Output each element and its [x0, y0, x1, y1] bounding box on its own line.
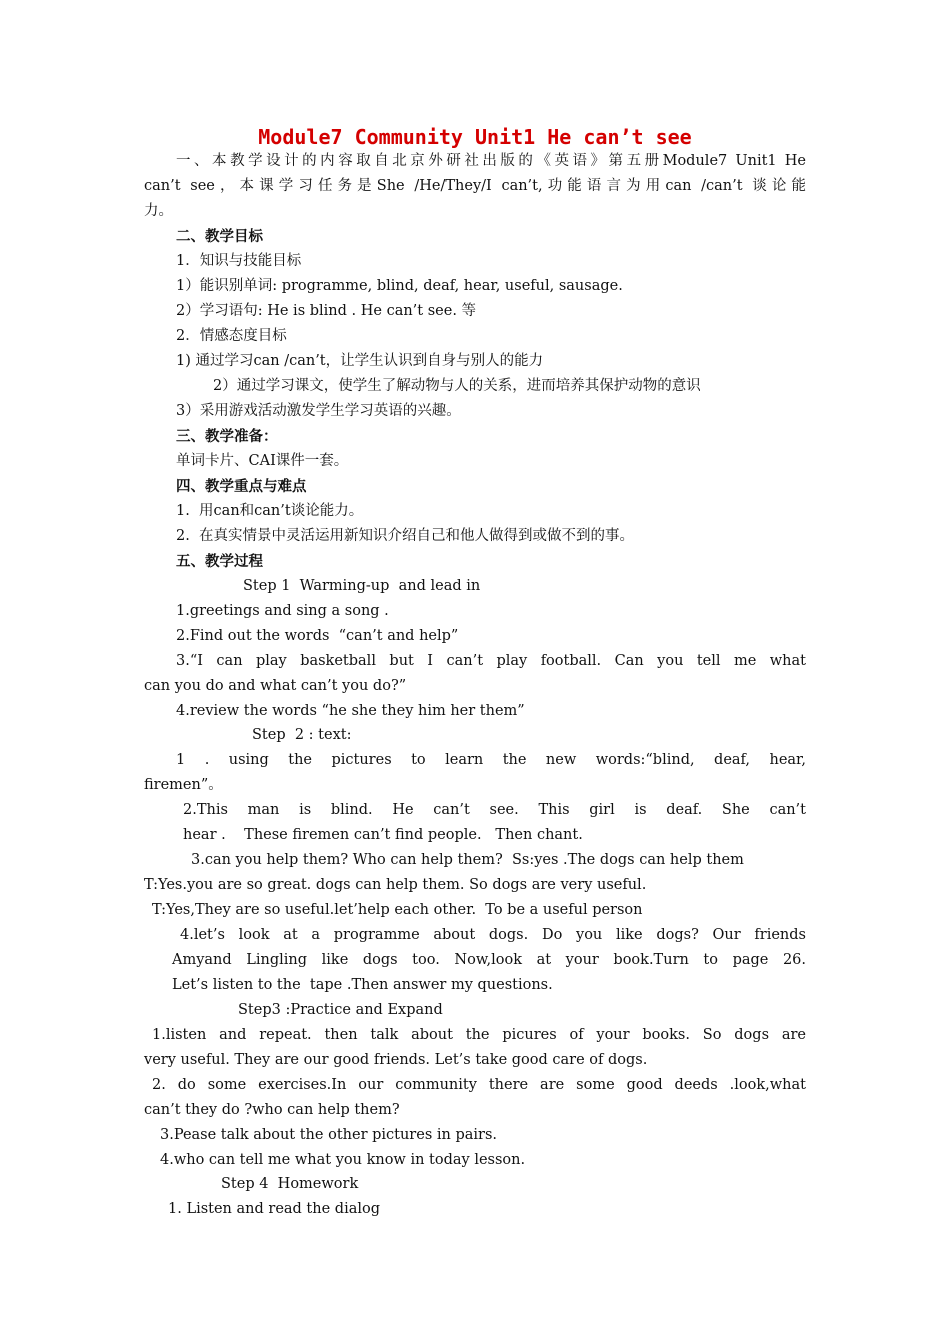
section-heading-objectives: 二、教学目标	[176, 228, 263, 245]
step-item: 1.listen and repeat. then talk about the picures of your books. So dogs are	[152, 1027, 806, 1043]
step-item-continued: Amyand Lingling like dogs too. Now,look at your book.Turn to page 26.	[172, 952, 806, 968]
step-heading: Step 2 : text:	[252, 727, 352, 743]
document-title: Module7 Community Unit1 He can’t see	[258, 125, 692, 149]
objective-item: 1）能识别单词: programme, blind, deaf, hear, useful, sausage.	[176, 278, 623, 294]
step-heading: Step3 :Practice and Expand	[238, 1002, 443, 1018]
focus-item: 2. 在真实情景中灵活运用新知识介绍自己和他人做得到或做不到的事。	[176, 528, 635, 544]
step-item-continued: very useful. They are our good friends. Let’s take good care of dogs.	[144, 1052, 648, 1068]
objective-item: 2）通过学习课文，使学生了解动物与人的关系，进而培养其保护动物的意识	[213, 378, 701, 394]
subheading-knowledge: 1．知识与技能目标	[176, 253, 302, 269]
objective-item: 1) 通过学习can /can’t，让学生认识到自身与别人的能力	[176, 353, 544, 369]
subheading-attitude: 2．情感态度目标	[176, 328, 287, 344]
step-item: 2.This man is blind. He can’t see. This girl is deaf. She can’t	[183, 802, 806, 818]
intro-line-3: 力。	[144, 203, 173, 219]
step-item: 3.“I can play basketball but I can’t play football. Can you tell me what	[176, 653, 806, 669]
focus-item: 1. 用can和can’t谈论能力。	[176, 503, 364, 519]
intro-line-1: 一、本教学设计的内容取自北京外研社出版的《英语》第五册Module7 Unit1 He	[176, 153, 806, 169]
step-item: 3.can you help them? Who can help them? Ss:yes .The dogs can help them	[191, 852, 744, 868]
step-item-continued: T:Yes.you are so great. dogs can help them. So dogs are very useful.	[144, 877, 647, 893]
step-item: 3.Pease talk about the other pictures in pairs.	[160, 1127, 498, 1143]
section-heading-focus: 四、教学重点与难点	[176, 478, 307, 495]
step-item: 4.who can tell me what you know in today lesson.	[160, 1152, 526, 1168]
step-heading: Step 1 Warming-up and lead in	[243, 578, 481, 594]
step-item-continued: T:Yes,They are so useful.let’help each other. To be a useful person	[152, 902, 643, 918]
section-heading-process: 五、教学过程	[176, 553, 263, 570]
step-item-continued: hear . These firemen can’t find people. Then chant.	[183, 827, 583, 843]
preparation-text: 单词卡片、CAI课件一套。	[176, 453, 349, 469]
step-item: 1. Listen and read the dialog	[168, 1201, 380, 1217]
step-item: 4.review the words “he she they him her them”	[176, 703, 525, 719]
step-item-continued: firemen”。	[144, 777, 223, 793]
objective-item: 3）采用游戏活动激发学生学习英语的兴趣。	[176, 403, 461, 419]
step-item-continued: Let’s listen to the tape .Then answer my questions.	[172, 977, 553, 993]
step-item: 4.let’s look at a programme about dogs. Do you like dogs? Our friends	[180, 927, 806, 943]
step-item-continued: can you do and what can’t you do?”	[144, 678, 407, 694]
step-item: 1 . using the pictures to learn the new words:“blind, deaf, hear,	[176, 752, 806, 768]
step-item: 2.Find out the words “can’t and help”	[176, 628, 459, 644]
step-heading: Step 4 Homework	[221, 1176, 359, 1192]
step-item: 2. do some exercises.In our community there are some good deeds .look,what	[152, 1077, 806, 1093]
step-item: 1.greetings and sing a song .	[176, 603, 389, 619]
step-item-continued: can’t they do ?who can help them?	[144, 1102, 400, 1118]
intro-line-2: can’t see，本课学习任务是She /He/They/I can’t,功能语言为用can /can’t 谈论能	[144, 178, 806, 194]
objective-item: 2）学习语句: He is blind . He can’t see. 等	[176, 303, 477, 319]
section-heading-preparation: 三、教学准备：	[176, 428, 278, 445]
